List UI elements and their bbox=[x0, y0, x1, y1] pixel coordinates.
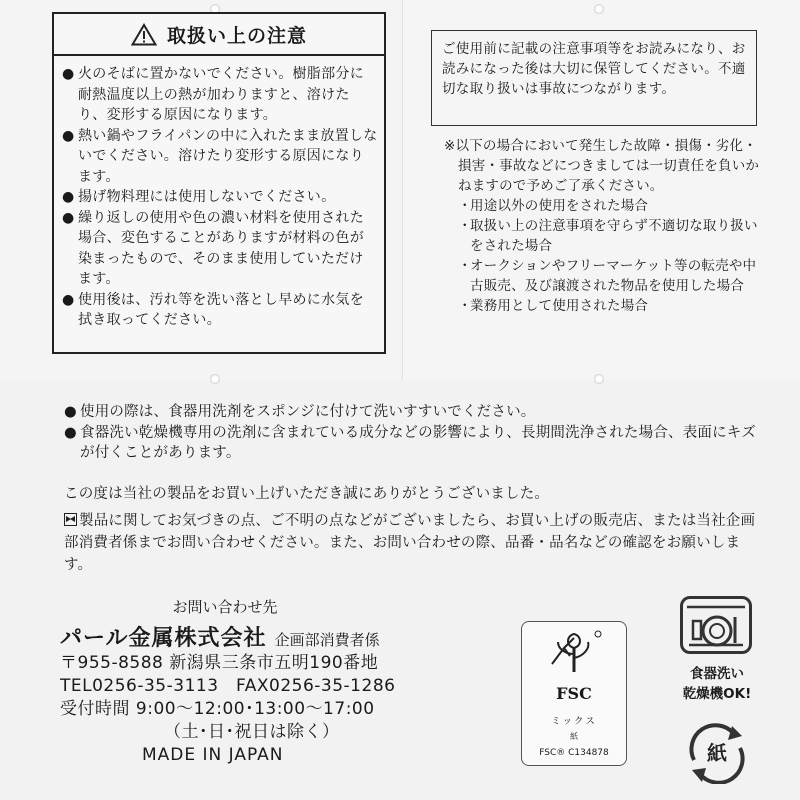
bullet-icon: ● bbox=[62, 209, 75, 226]
dishwasher-icon bbox=[680, 596, 752, 654]
dishwasher-caption: 食器洗い 乾燥機OK! bbox=[682, 666, 752, 702]
fsc-code: FSC® C134878 bbox=[539, 748, 609, 758]
notice-box bbox=[431, 30, 757, 126]
caution-title: 取扱い上の注意 bbox=[166, 24, 307, 47]
fsc-label bbox=[521, 621, 627, 766]
fsc-tree-icon bbox=[544, 628, 604, 678]
inquiry-text: 製品に関してお気づきの点、ご不明の点などがございましたら、お買い上げの販売店、または当社企画部消費者係までお問い合わせください。また、お問い合わせの際、品番・品名などの確認をお願いします。 bbox=[64, 513, 756, 573]
disclaimer bbox=[444, 136, 764, 316]
caution-list bbox=[54, 56, 384, 331]
caution-item: ● 揚げ物料理には使用しないでください。 bbox=[62, 187, 378, 208]
warning-icon bbox=[131, 23, 157, 46]
disclaimer-list bbox=[444, 196, 764, 316]
caution-box bbox=[52, 12, 386, 354]
disclaimer-item: ・ オークションやフリーマーケット等の転売や中古販売、及び譲渡された物品を使用した場合 bbox=[458, 258, 757, 294]
bullet-icon: ● bbox=[62, 189, 75, 205]
caution-item: ● 繰り返しの使用や色の濃い材料を使用された場合、変色することがありますが材料の色が染まったもので、そのまま使用していただけます。 bbox=[62, 209, 364, 287]
company-name: パール金属株式会社 bbox=[60, 626, 267, 651]
punch-hole bbox=[210, 374, 220, 384]
bullet-icon: ● bbox=[64, 424, 77, 441]
fsc-logo-text: FSC bbox=[556, 684, 592, 703]
bullet-icon: ● bbox=[64, 404, 77, 420]
bracket-mark-icon bbox=[64, 513, 77, 526]
caution-header bbox=[54, 14, 384, 56]
disclaimer-item: ・ 業務用として使用された場合 bbox=[458, 298, 649, 314]
made-in: MADE IN JAPAN bbox=[142, 745, 284, 765]
paper-recycle-icon bbox=[682, 722, 752, 784]
fsc-mix: ミックス bbox=[551, 716, 597, 727]
usage-item: ● 使用の際は、食器用洗剤をスポンジに付けて洗いすすいでください。 bbox=[64, 402, 764, 423]
caution-item: ● 使用後は、汚れ等を洗い落とし早めに水気を拭き取ってください。 bbox=[62, 291, 364, 328]
disclaimer-lead: ※以下の場合において発生した故障・損傷・劣化・損害・事故などにつきましては一切責任を負いかねますので予めご了承ください。 bbox=[444, 138, 760, 194]
bullet-icon: ● bbox=[62, 66, 75, 82]
punch-hole bbox=[594, 4, 604, 14]
punch-hole bbox=[594, 374, 604, 384]
fsc-paper: 紙 bbox=[570, 732, 578, 741]
usage-item: ● 食器洗い乾燥機専用の洗剤に含まれている成分などの影響により、長期間洗浄された場合、表面にキズが付くことがあります。 bbox=[64, 424, 756, 461]
usage-notes bbox=[64, 402, 764, 464]
bullet-icon: ● bbox=[62, 291, 75, 308]
caution-item: ● 火のそばに置かないでください。樹脂部分に耐熱温度以上の熱が加わりますと、溶けたり、変形する原因になります。 bbox=[62, 66, 364, 123]
recycle-mark-text: 紙 bbox=[707, 741, 727, 765]
thanks-text: この度は当社の製品をお買い上げいただき誠にありがとうございました。 bbox=[64, 486, 550, 502]
notice-text: ご使用前に記載の注意事項等をお読みになり、お読みになった後は大切に保管してください。不適切な取り扱いは事故につながります。 bbox=[442, 41, 746, 97]
closed-days: （土･日･祝日は除く） bbox=[164, 722, 340, 742]
bullet-icon: ● bbox=[62, 127, 75, 144]
phone-fax: TEL0256-35-3113 FAX0256-35-1286 bbox=[60, 676, 396, 696]
business-hours: 受付時間 9:00～12:00･13:00～17:00 bbox=[60, 699, 375, 719]
caution-item: ● 熱い鍋やフライパンの中に入れたまま放置しないでください。溶けたり変形する原因になります。 bbox=[62, 127, 378, 185]
department: 企画部消費者係 bbox=[274, 631, 380, 649]
disclaimer-item: ・ 用途以外の使用をされた場合 bbox=[458, 198, 649, 214]
contact-block bbox=[60, 596, 480, 767]
contact-label: お問い合わせ先 bbox=[172, 598, 278, 616]
address: 〒955-8588 新潟県三条市五明190番地 bbox=[60, 653, 379, 673]
disclaimer-item: ・ 取扱い上の注意事項を守らず不適切な取り扱いをされた場合 bbox=[458, 218, 758, 254]
